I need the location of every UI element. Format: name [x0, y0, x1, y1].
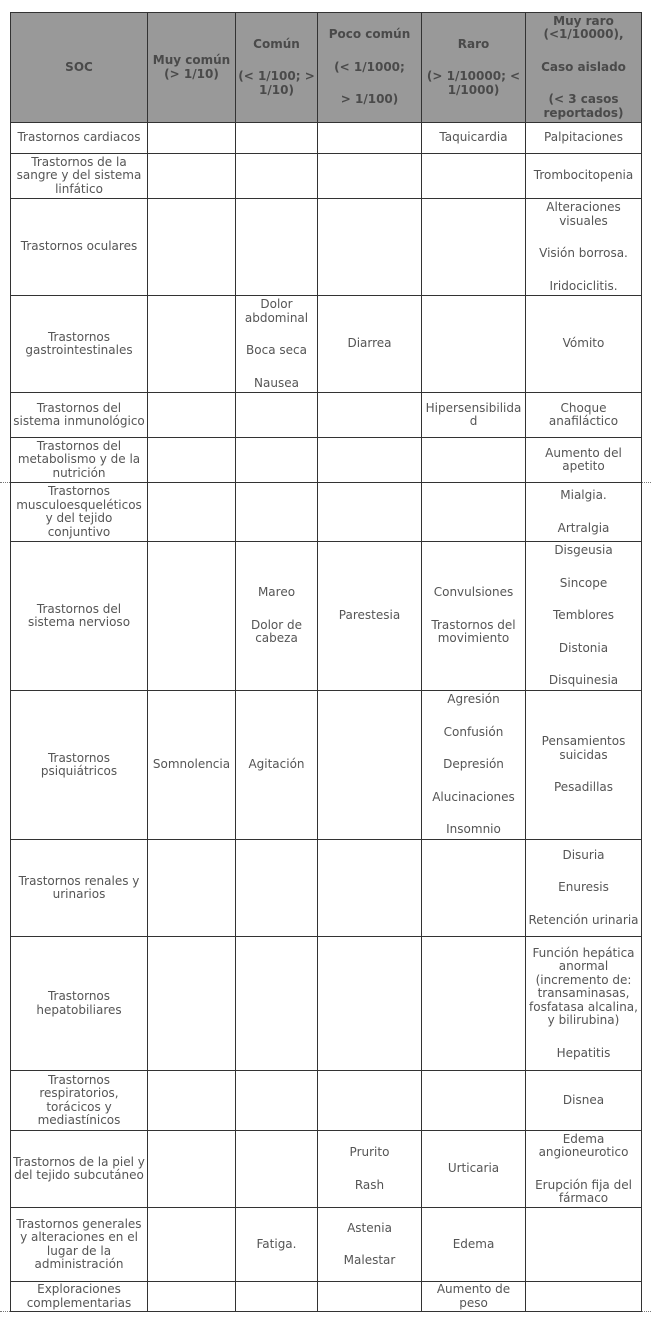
cell-text: Parestesia — [338, 608, 401, 623]
cell-text: Poco común — [328, 27, 411, 42]
cell-text: Alteraciones visuales — [546, 200, 621, 228]
dotted-margin-line — [641, 1311, 651, 1312]
table-row — [11, 483, 642, 542]
cell-text: Prurito — [349, 1145, 390, 1159]
cell-text: Común — [253, 36, 300, 51]
cell-text: Hepatitis — [556, 1045, 611, 1060]
cell-text: Somnolencia — [152, 757, 231, 772]
table-row — [11, 1071, 642, 1131]
cell-soc: Exploraciones complementarias — [11, 1282, 148, 1312]
cell-muy-raro — [526, 1071, 642, 1131]
cell-comun — [236, 199, 318, 296]
cell-raro — [422, 1071, 526, 1131]
header-poco-comun — [318, 13, 422, 123]
cell-muy-raro — [526, 937, 642, 1071]
cell-soc: Trastornos del metabolismo y de la nutrición — [11, 438, 148, 483]
table-row — [11, 1131, 642, 1208]
cell-text: SOC — [65, 59, 93, 74]
dotted-margin-line — [0, 482, 10, 483]
cell-muy-raro — [526, 199, 642, 296]
cell-text: Edema angioneurotico — [538, 1131, 629, 1159]
header-comun — [236, 13, 318, 123]
table-row — [11, 937, 642, 1071]
cell-text: Mialgia. — [560, 488, 607, 502]
cell-text: (< 1/1000; — [334, 59, 405, 74]
cell-muy-raro — [526, 438, 642, 483]
cell-muy-raro — [526, 154, 642, 199]
cell-poco-comun — [318, 1282, 422, 1312]
cell-muy-raro — [526, 1131, 642, 1208]
cell-text: Insomnio — [446, 822, 501, 837]
cell-text: Trombocitopenia — [533, 168, 634, 183]
cell-raro — [422, 691, 526, 840]
cell-muy-comun — [148, 438, 236, 483]
cell-poco-comun — [318, 840, 422, 937]
cell-poco-comun — [318, 937, 422, 1071]
cell-poco-comun — [318, 438, 422, 483]
cell-soc: Trastornos renales y urinarios — [11, 840, 148, 937]
cell-text: (> 1/10000; < 1/1000) — [426, 69, 521, 97]
table-row — [11, 840, 642, 937]
cell-text: Función hepática anormal (incremento de: transaminasas, fosfatasa alcalina, y bilirubina) — [529, 945, 638, 1028]
table-row — [11, 542, 642, 691]
cell-text: Hipersensibilidad — [425, 400, 522, 428]
cell-poco-comun — [318, 393, 422, 438]
cell-text: Aumento de peso — [436, 1282, 511, 1310]
cell-text: Palpitaciones — [544, 130, 623, 145]
cell-comun — [236, 393, 318, 438]
cell-raro — [422, 296, 526, 393]
cell-soc: Trastornos hepatobiliares — [11, 937, 148, 1071]
cell-comun — [236, 542, 318, 691]
cell-poco-comun — [318, 691, 422, 840]
cell-raro — [422, 123, 526, 154]
cell-muy-comun — [148, 542, 236, 691]
cell-raro — [422, 1208, 526, 1282]
cell-muy-comun — [148, 483, 236, 542]
cell-raro — [422, 1131, 526, 1208]
cell-text: Sincope — [559, 575, 608, 590]
cell-raro — [422, 483, 526, 542]
cell-muy-comun — [148, 1208, 236, 1282]
cell-comun — [236, 1071, 318, 1131]
cell-text: (< 3 casos reportados) — [543, 92, 624, 120]
cell-text: Aumento del apetito — [545, 445, 622, 473]
cell-text: Muy común (> 1/10) — [152, 53, 231, 81]
cell-text: Artralgia — [557, 520, 610, 535]
cell-raro — [422, 1282, 526, 1312]
dotted-margin-line — [641, 482, 651, 483]
cell-text: Dolor abdominal — [244, 297, 309, 325]
cell-poco-comun — [318, 1131, 422, 1208]
cell-raro — [422, 393, 526, 438]
cell-poco-comun — [318, 123, 422, 154]
adverse-reactions-table — [10, 12, 642, 1312]
cell-soc: Trastornos de la sangre y del sistema linfático — [11, 154, 148, 199]
cell-comun — [236, 438, 318, 483]
cell-soc: Trastornos psiquiátricos — [11, 691, 148, 840]
cell-text: Agresión — [447, 692, 500, 707]
cell-muy-comun — [148, 1071, 236, 1131]
cell-soc: Trastornos gastrointestinales — [11, 296, 148, 393]
table-row — [11, 393, 642, 438]
cell-muy-raro — [526, 483, 642, 542]
table-row — [11, 691, 642, 840]
cell-text: Retención urinaria — [528, 912, 639, 927]
cell-text: Visión borrosa. — [539, 246, 628, 260]
header-muy-comun — [148, 13, 236, 123]
cell-muy-comun — [148, 123, 236, 154]
cell-text: Diarrea — [347, 336, 392, 351]
cell-muy-comun — [148, 296, 236, 393]
cell-muy-raro — [526, 1282, 642, 1312]
cell-muy-raro — [526, 123, 642, 154]
cell-soc: Trastornos respiratorios, torácicos y mediastínicos — [11, 1071, 148, 1131]
cell-poco-comun — [318, 154, 422, 199]
cell-muy-comun — [148, 937, 236, 1071]
cell-soc: Trastornos oculares — [11, 199, 148, 296]
cell-comun — [236, 1131, 318, 1208]
cell-text: Astenia — [347, 1220, 392, 1235]
cell-raro — [422, 154, 526, 199]
cell-poco-comun — [318, 199, 422, 296]
cell-comun — [236, 1208, 318, 1282]
cell-soc: Trastornos del sistema nervioso — [11, 542, 148, 691]
table-row — [11, 1282, 642, 1312]
cell-muy-comun — [148, 199, 236, 296]
cell-muy-raro — [526, 1208, 642, 1282]
cell-muy-comun — [148, 840, 236, 937]
cell-text: Disnea — [562, 1092, 605, 1107]
cell-text: Pesadillas — [553, 780, 614, 795]
cell-comun — [236, 154, 318, 199]
table-row — [11, 199, 642, 296]
cell-muy-comun — [148, 1131, 236, 1208]
header-muy-raro — [526, 13, 642, 123]
cell-poco-comun — [318, 542, 422, 691]
cell-text: (< 1/100; > 1/10) — [238, 69, 315, 97]
cell-text: Depresión — [443, 757, 504, 772]
cell-text: Disgeusia — [554, 543, 613, 558]
cell-muy-comun — [148, 154, 236, 199]
cell-soc: Trastornos generales y alteraciones en el lugar de la administración — [11, 1208, 148, 1282]
header-row — [11, 13, 642, 123]
cell-text: Edema — [452, 1236, 495, 1251]
cell-text: Enuresis — [558, 880, 609, 895]
cell-poco-comun — [318, 296, 422, 393]
cell-raro — [422, 840, 526, 937]
cell-text: Boca seca — [246, 343, 307, 357]
cell-text: Iridociclitis. — [549, 278, 618, 293]
cell-soc: Trastornos de la piel y del tejido subcutáneo — [11, 1131, 148, 1208]
cell-text: Mareo — [257, 585, 296, 600]
cell-poco-comun — [318, 1208, 422, 1282]
cell-muy-comun — [148, 691, 236, 840]
cell-comun — [236, 483, 318, 542]
table-row — [11, 123, 642, 154]
cell-text: Malestar — [343, 1253, 396, 1267]
table-row — [11, 1208, 642, 1282]
cell-muy-raro — [526, 542, 642, 691]
dotted-margin-line — [0, 1311, 10, 1312]
cell-soc: Trastornos musculoesqueléticos y del tejido conjuntivo — [11, 483, 148, 542]
cell-text: Dolor de cabeza — [250, 617, 302, 646]
header-soc — [11, 13, 148, 123]
cell-text: Temblores — [553, 608, 614, 623]
header-raro — [422, 13, 526, 123]
cell-text: Convulsiones — [433, 585, 514, 600]
cell-comun — [236, 691, 318, 840]
cell-raro — [422, 542, 526, 691]
cell-text: Disquinesia — [548, 673, 619, 688]
cell-soc: Trastornos cardiacos — [11, 123, 148, 154]
cell-text: Agitación — [248, 757, 305, 772]
cell-text: Erupción fija del fármaco — [535, 1177, 632, 1205]
cell-text: Disuria — [562, 847, 605, 862]
cell-text: Taquicardia — [439, 130, 508, 145]
cell-comun — [236, 296, 318, 393]
cell-text: Nausea — [254, 375, 299, 390]
table-row — [11, 154, 642, 199]
cell-text: Caso aislado — [541, 59, 626, 74]
cell-raro — [422, 199, 526, 296]
cell-muy-raro — [526, 840, 642, 937]
cell-comun — [236, 840, 318, 937]
table-row — [11, 438, 642, 483]
cell-muy-raro — [526, 393, 642, 438]
table-row — [11, 296, 642, 393]
cell-soc: Trastornos del sistema inmunológico — [11, 393, 148, 438]
cell-text: Trastornos del movimiento — [431, 617, 516, 646]
cell-text: Fatiga. — [256, 1236, 297, 1251]
cell-comun — [236, 1282, 318, 1312]
cell-text: > 1/100) — [340, 92, 399, 107]
cell-text: Distonia — [558, 640, 609, 655]
cell-raro — [422, 937, 526, 1071]
cell-text: Choque anafiláctico — [548, 400, 619, 428]
cell-text: Alucinaciones — [432, 789, 515, 804]
cell-muy-raro — [526, 691, 642, 840]
cell-poco-comun — [318, 483, 422, 542]
cell-muy-comun — [148, 1282, 236, 1312]
cell-muy-raro — [526, 296, 642, 393]
cell-muy-comun — [148, 393, 236, 438]
cell-text: Muy raro (<1/10000), — [543, 13, 624, 42]
cell-text: Vómito — [562, 336, 605, 351]
cell-text: Raro — [457, 36, 490, 51]
cell-comun — [236, 937, 318, 1071]
cell-text: Pensamientos suicidas — [541, 734, 626, 762]
cell-raro — [422, 438, 526, 483]
cell-poco-comun — [318, 1071, 422, 1131]
cell-text: Urticaria — [447, 1161, 500, 1176]
cell-comun — [236, 123, 318, 154]
cell-text: Rash — [354, 1177, 385, 1192]
cell-text: Confusión — [443, 724, 504, 739]
